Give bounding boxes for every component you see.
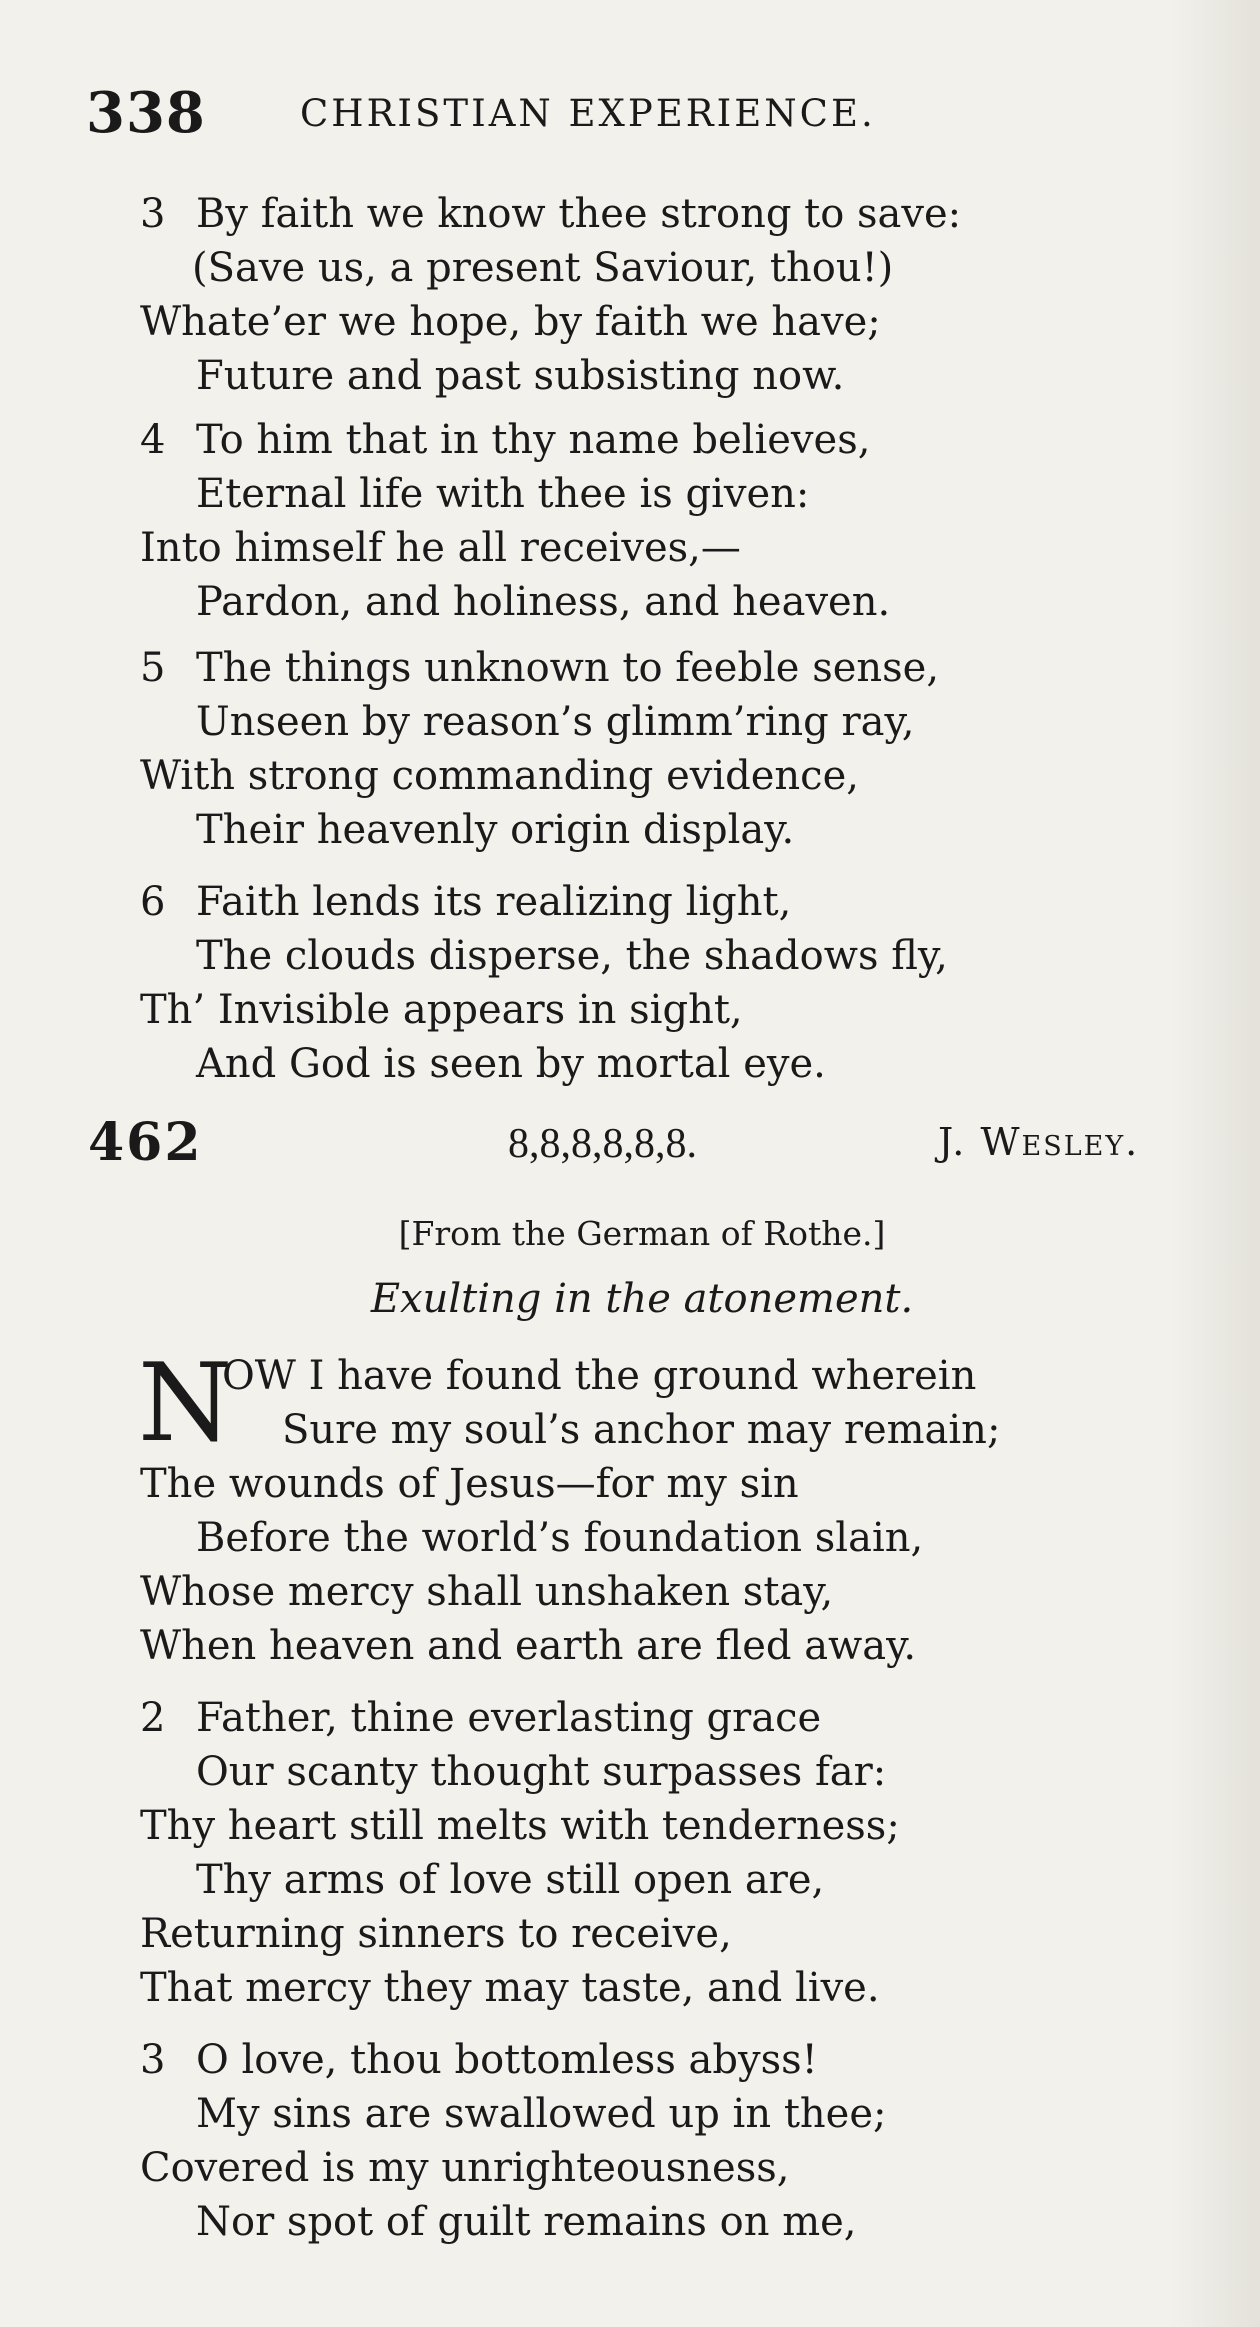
- verse-line: The things unknown to feeble sense,: [196, 645, 940, 691]
- verse-line: Future and past subsisting now.: [196, 353, 845, 399]
- verse-line: Covered is my unrighteousness,: [140, 2145, 790, 2191]
- hymn-source: [From the German of Rothe.]: [398, 1214, 886, 1253]
- verse-line: Their heavenly origin display.: [196, 807, 795, 853]
- verse-line: Thy arms of love still open are,: [196, 1857, 825, 1903]
- verse-line: With strong commanding evidence,: [140, 753, 859, 799]
- verse-line: By faith we know thee strong to save:: [196, 191, 962, 237]
- verse-line: Father, thine everlasting grace: [196, 1695, 822, 1741]
- verse-line: When heaven and earth are fled away.: [140, 1623, 917, 1669]
- verse-line: Th’ Invisible appears in sight,: [140, 987, 743, 1033]
- verse-line: Returning sinners to receive,: [140, 1911, 732, 1957]
- verse-line: Nor spot of guilt remains on me,: [196, 2199, 857, 2245]
- verse-number: 3: [140, 2037, 166, 2083]
- verse-line: Sure my soul’s anchor may remain;: [282, 1407, 1001, 1453]
- hymn-number: 462: [88, 1112, 203, 1173]
- verse-line: To him that in thy name believes,: [196, 417, 871, 463]
- verse-number: 6: [140, 879, 166, 925]
- hymn-author: J. Wesley.: [938, 1120, 1140, 1164]
- verse-line: The wounds of Jesus—for my sin: [140, 1461, 799, 1507]
- verse-line: Before the world’s foundation slain,: [196, 1515, 924, 1561]
- verse-line: Whate’er we hope, by faith we have;: [140, 299, 881, 345]
- page-edge-shading: [1170, 0, 1260, 2327]
- verse-number: 5: [140, 645, 166, 691]
- verse-line: O love, thou bottomless abyss!: [196, 2037, 818, 2083]
- verse-line: The clouds disperse, the shadows fly,: [196, 933, 948, 979]
- verse-line: Pardon, and holiness, and heaven.: [196, 579, 891, 625]
- verse-line: Our scanty thought surpasses far:: [196, 1749, 887, 1795]
- verse-line: That mercy they may taste, and live.: [140, 1965, 880, 2011]
- verse-line: (Save us, a present Saviour, thou!): [192, 245, 894, 291]
- verse-line: Whose mercy shall unshaken stay,: [140, 1569, 834, 1615]
- verse-number: 3: [140, 191, 166, 237]
- running-title: CHRISTIAN EXPERIENCE.: [300, 92, 876, 135]
- verse-line: Thy heart still melts with tenderness;: [140, 1803, 900, 1849]
- verse-line: Faith lends its realizing light,: [196, 879, 792, 925]
- hymn-meter: 8,8,8,8,8,8.: [508, 1121, 697, 1167]
- verse-line: And God is seen by mortal eye.: [196, 1041, 826, 1087]
- verse-line: Eternal life with thee is given:: [196, 471, 810, 517]
- verse-number: 2: [140, 1695, 166, 1741]
- verse-line: Into himself he all receives,—: [140, 525, 741, 571]
- verse-line: OW I have found the ground wherein: [222, 1353, 977, 1399]
- hymn-subject: Exulting in the atonement.: [370, 1276, 914, 1322]
- verse-line: My sins are swallowed up in thee;: [196, 2091, 887, 2137]
- page-number: 338: [86, 80, 206, 146]
- verse-line: Unseen by reason’s glimm’ring ray,: [196, 699, 915, 745]
- verse-number: 4: [140, 417, 166, 463]
- drop-cap: N: [138, 1341, 233, 1466]
